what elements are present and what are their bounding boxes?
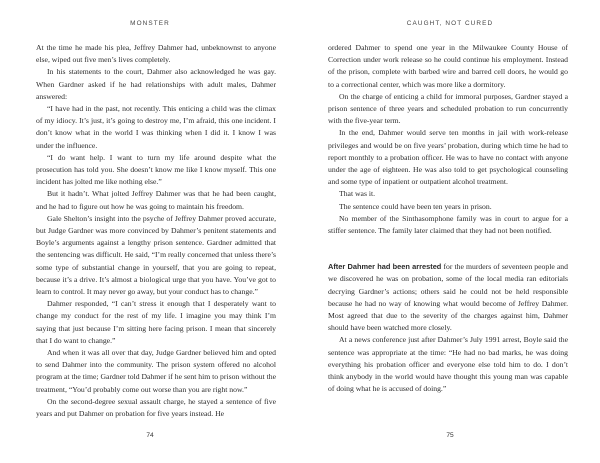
paragraph: In his statements to the court, Dahmer also acknowledged he was gay. When Gardner asked if he had relationships with adult males, Dahmer answered:	[36, 67, 276, 101]
page-number-left: 74	[146, 432, 154, 439]
paragraph: In the end, Dahmer would serve ten months in jail with work-release privileges and would be on five years’ probation, during which time he had to report monthly to a probation officer. He was to have no contact with anyone under the age of eighteen. He was also told to get psychological counseling and some type of inpatient or outpatient alcohol treatment.	[328, 128, 568, 187]
running-head-right: CAUGHT, NOT CURED	[406, 20, 494, 27]
paragraph: But it hadn’t. What jolted Jeffrey Dahmer was that he had been caught, and he had to figure out how he was going to maintain his freedom.	[36, 189, 276, 211]
paragraph: No member of the Sinthasomphone family was in court to argue for a stiffer sentence. The family later claimed that they had not been notified.	[328, 213, 568, 236]
paragraph: And when it was all over that day, Judge Gardner believed him and opted to send Dahmer into the community. The prison system offered no alcohol program at the time; Gardner told Dahmer if he sent him to prison without the treatment, “You’d probably come out worse than you are right now.”	[36, 348, 276, 394]
paragraph: “I have had in the past, not recently. This enticing a child was the climax of my idiocy. It’s just, it’s going to destroy me, I’m afraid, this one incident. I don’t know what in the world I was thinking when I did it. I know I was under the influence.	[36, 104, 276, 150]
section-start-paragraph	[328, 261, 568, 334]
paragraph: On the second-degree sexual assault charge, he stayed a sentence of five years and put Dahmer on probation for five years instead. He	[36, 396, 276, 419]
left-page-body	[36, 42, 276, 420]
running-head-left: MONSTER	[130, 20, 170, 27]
paragraph: At a news conference just after Dahmer’s July 1991 arrest, Boyle said the sentence was appropriate at the time: “He had no bad marks, he was doing everything his probation officer and everyone else told him to do. I don’t think anybody in the world would have thought this young man was capable of doing what he is accused of doing.”	[328, 335, 568, 394]
right-page	[300, 0, 600, 463]
paragraph: That was it.	[339, 189, 376, 199]
paragraph: “I do want help. I want to turn my life around despite what the prosecution has told you. She doesn’t know me like I know myself. This one incident has jolted me like nothing else.”	[36, 152, 276, 187]
paragraph: At the time he made his plea, Jeffrey Dahmer had, unbeknownst to anyone else, wiped out five men’s lives completely.	[36, 43, 276, 65]
paragraph: The sentence could have been ten years in prison.	[339, 201, 492, 211]
section-first-text: for the murders of seventeen people and we discovered he was on probation, some of the local media ran editorials decrying Gardner’s actions; others said he could not be held responsible because he had no way of knowing what would become of Jeffrey Dahmer. Most agreed that due to the severity of the charges against him, Dahmer should have been watched more closely.	[328, 262, 568, 333]
paragraph: Gale Shelton’s insight into the psyche of Jeffrey Dahmer proved accurate, but Judge Gardner was more convinced by Dahmer’s penitent statements and Boyle’s arguments against a lengthy prison sentence. Gardner admitted that the sentencing was difficult. He said, “I’m really concerned that unless there’s some type of substantial change in yourself, that you are going to repeat, because it’s a drive. It’s almost a biological urge that you have. You’ve got to learn to control. It may never go away, but your conduct has to change.”	[36, 213, 277, 297]
section-lead-in: After Dahmer had been arrested	[328, 262, 442, 272]
paragraph: ordered Dahmer to spend one year in the Milwaukee County House of Correction under work release so he could continue his employment. Instead of the prison, complete with barbed wire and barred cell doors, he would go to a correctional center, which was more like a dormitory.	[328, 43, 568, 89]
right-page-body	[328, 42, 568, 395]
page-number-right: 75	[446, 432, 454, 439]
paragraph: Dahmer responded, “I can’t stress it enough that I desperately want to change my conduct for the rest of my life. I imagine you may think I’m saying that just because I’m sitting here facing prison. I mean that sincerely that I do want to change.”	[36, 299, 276, 345]
paragraph: On the charge of enticing a child for immoral purposes, Gardner stayed a prison sentence of three years and scheduled probation to run concurrently with the five-year term.	[328, 91, 568, 126]
